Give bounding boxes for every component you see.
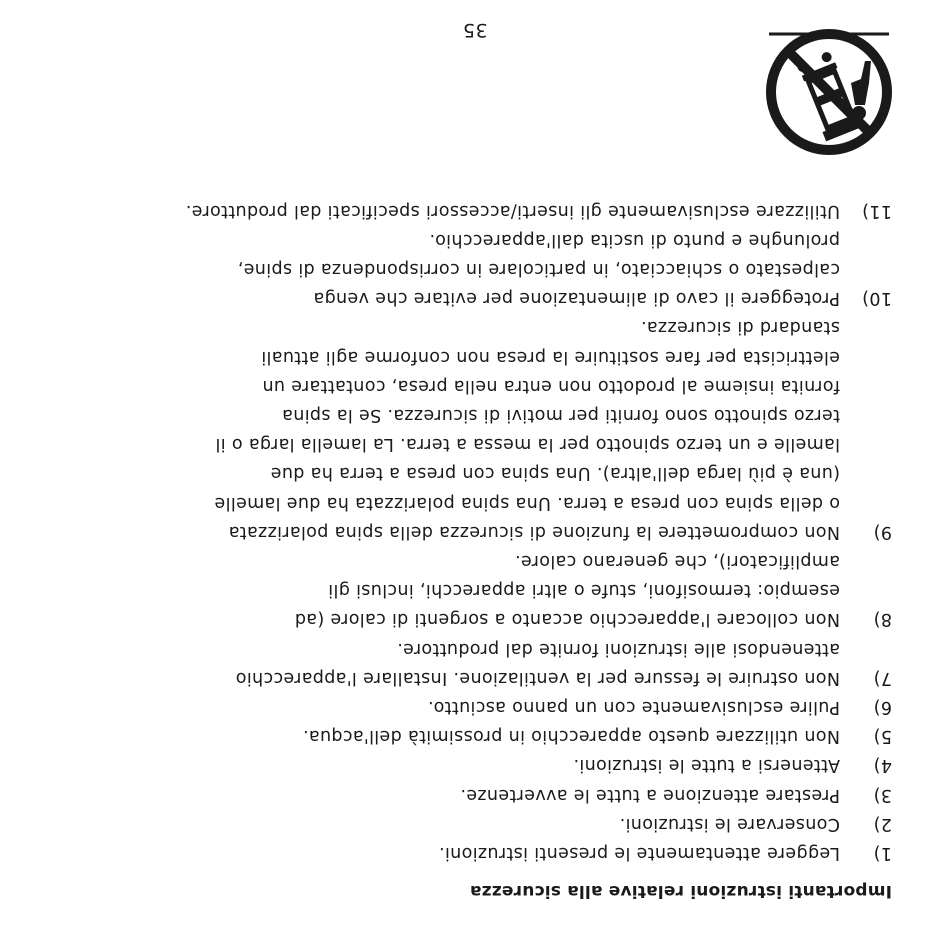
list-item bbox=[22, 838, 892, 867]
list-item bbox=[22, 195, 892, 224]
text-line: Utilizzare esclusivamente gli inserti/accessori specificati dal produttore. bbox=[185, 200, 840, 221]
text-line: Proteggere il cavo di alimentazione per evitare che venga bbox=[313, 288, 840, 309]
text-line: attenendosi alle istruzioni fornite dal produttore. bbox=[396, 638, 840, 659]
list-item bbox=[22, 312, 892, 546]
text-line: Pulire esclusivamente con un panno asciutto. bbox=[427, 696, 840, 717]
text-line: Non utilizzare questo apparecchio in prossimità dell'acqua. bbox=[302, 726, 840, 747]
list-item bbox=[22, 225, 892, 313]
item-number: 8) bbox=[873, 609, 892, 630]
text-line: Prestare attenzione a tutte le avvertenze. bbox=[460, 784, 840, 805]
item-number: 4) bbox=[873, 755, 892, 776]
item-text bbox=[22, 750, 840, 779]
text-line: esempio: termosifoni, stufe o altri apparecchi, inclusi gli bbox=[327, 580, 840, 601]
item-text bbox=[22, 721, 840, 750]
instruction-list bbox=[22, 195, 892, 867]
text-line: Non collocare l'apparecchio accanto a sorgenti di calore (ad bbox=[294, 609, 840, 630]
item-number: 7) bbox=[873, 667, 892, 688]
list-item bbox=[22, 750, 892, 779]
text-line: Attenersi a tutte le istruzioni. bbox=[573, 755, 840, 776]
item-number: 2) bbox=[873, 813, 892, 834]
list-item bbox=[22, 809, 892, 838]
item-text bbox=[22, 779, 840, 808]
text-line: Non compromettere la funzione di sicurezza della spina polarizzata bbox=[228, 521, 840, 542]
list-item bbox=[22, 721, 892, 750]
item-text bbox=[22, 633, 840, 691]
page-number: 35 bbox=[462, 19, 488, 41]
item-number: 11) bbox=[861, 200, 892, 221]
item-number: 5) bbox=[873, 726, 892, 747]
text-line: Leggere attentamente le presenti istruzioni. bbox=[438, 843, 840, 863]
list-item bbox=[22, 779, 892, 808]
list-item bbox=[22, 546, 892, 634]
text-line: amplificatori), che generano calore. bbox=[514, 550, 840, 571]
no-cart-tipover-symbol-icon bbox=[763, 27, 895, 157]
item-text bbox=[22, 838, 840, 867]
text-line: Non ostruire le fessure per la ventilazione. Installare l'apparecchio bbox=[235, 667, 840, 688]
text-line: lamelle e un terzo spinotto per la messa a terra. La lamella larga o il bbox=[215, 434, 840, 455]
item-text bbox=[22, 225, 840, 313]
text-line: elettricista per fare sostituire la presa non conforme agli attuali bbox=[261, 346, 840, 367]
item-number: 3) bbox=[873, 784, 892, 805]
section-heading: Importanti istruzioni relative alla sicurezza bbox=[469, 881, 892, 901]
text-line: (una è più larga dell'altra). Una spina con presa a terra ha due bbox=[270, 463, 840, 484]
list-item bbox=[22, 633, 892, 691]
text-line: terzo spinotto sono forniti per motivi di sicurezza. Se la spina bbox=[281, 404, 840, 425]
text-line: standard di sicurezza. bbox=[640, 317, 840, 338]
text-line: prolunghe e punto di uscita dall'apparecchio. bbox=[429, 229, 840, 250]
text-line: fornita insieme al prodotto non entra nella presa, contattare un bbox=[262, 375, 840, 396]
text-line: o della spina con presa a terra. Una spina polarizzata ha due lamelle bbox=[214, 492, 840, 513]
item-text bbox=[22, 195, 840, 224]
item-text bbox=[22, 546, 840, 634]
item-text bbox=[22, 692, 840, 721]
item-text bbox=[22, 312, 840, 546]
item-text bbox=[22, 809, 840, 838]
item-number: 1) bbox=[873, 843, 892, 863]
text-line: calpestato o schiacciato, in particolare in corrispondenza di spine, bbox=[237, 258, 840, 279]
list-item bbox=[22, 692, 892, 721]
item-number: 10) bbox=[861, 288, 892, 309]
text-line: Conservare le istruzioni. bbox=[619, 813, 840, 834]
item-number: 6) bbox=[873, 696, 892, 717]
item-number: 9) bbox=[873, 521, 892, 542]
